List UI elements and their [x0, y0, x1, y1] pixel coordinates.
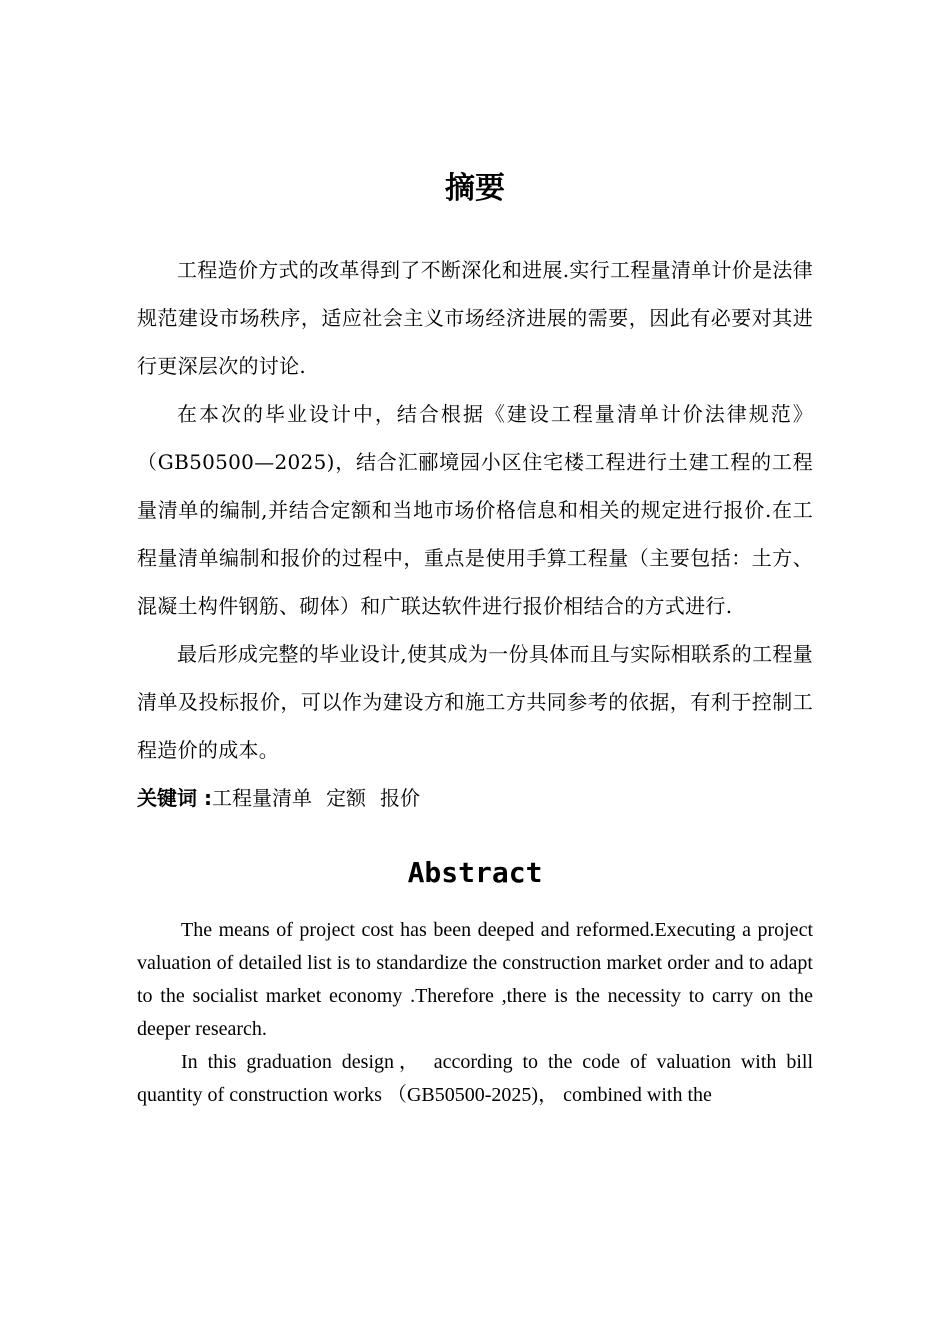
- keywords-label: 关键词 :: [137, 786, 212, 810]
- chinese-paragraph-2: 在本次的毕业设计中，结合根据《建设工程量清单计价法律规范》（GB50500—2025)，结合汇郦境园小区住宅楼工程进行土建工程的工程量清单的编制,并结合定额和当地市场价格信息和相关的规定进行报价.在工程量清单编制和报价的过程中，重点是使用手算工程量（主要包括：土方、混凝土构件钢筋、砌体）和广联达软件进行报价相结合的方式进行.: [137, 402, 813, 618]
- english-paragraph-1: The means of project cost has been deeped and reformed.Executing a project valuation of detailed list is to standardize the construction market order and to adapt to the socialist market economy .Therefore ,there is the necessity to carry on the deeper research.: [137, 919, 813, 1040]
- page-content: [137, 165, 813, 1112]
- chinese-abstract-title: 摘要: [445, 171, 505, 206]
- chinese-paragraph-3: 最后形成完整的毕业设计,使其成为一份具体而且与实际相联系的工程量清单及投标报价，可以作为建设方和施工方共同参考的依据，有利于控制工程造价的成本。: [137, 642, 813, 762]
- english-abstract-body: [137, 914, 813, 1112]
- keywords-line: [137, 774, 813, 822]
- keyword-2: 定额: [325, 786, 366, 810]
- chinese-paragraph-1: 工程造价方式的改革得到了不断深化和进展.实行工程量清单计价是法律规范建设市场秩序，适应社会主义市场经济进展的需要，因此有必要对其进行更深层次的讨论.: [137, 258, 813, 378]
- english-abstract-title: Abstract: [407, 856, 543, 889]
- keyword-3: 报价: [379, 786, 420, 810]
- english-paragraph-2: In this graduation design， according to the code of valuation with bill quantity of construction works （GB50500-2025)， combined with the: [137, 1051, 813, 1106]
- keyword-1: 工程量清单: [211, 786, 312, 810]
- chinese-abstract-body: [137, 246, 813, 822]
